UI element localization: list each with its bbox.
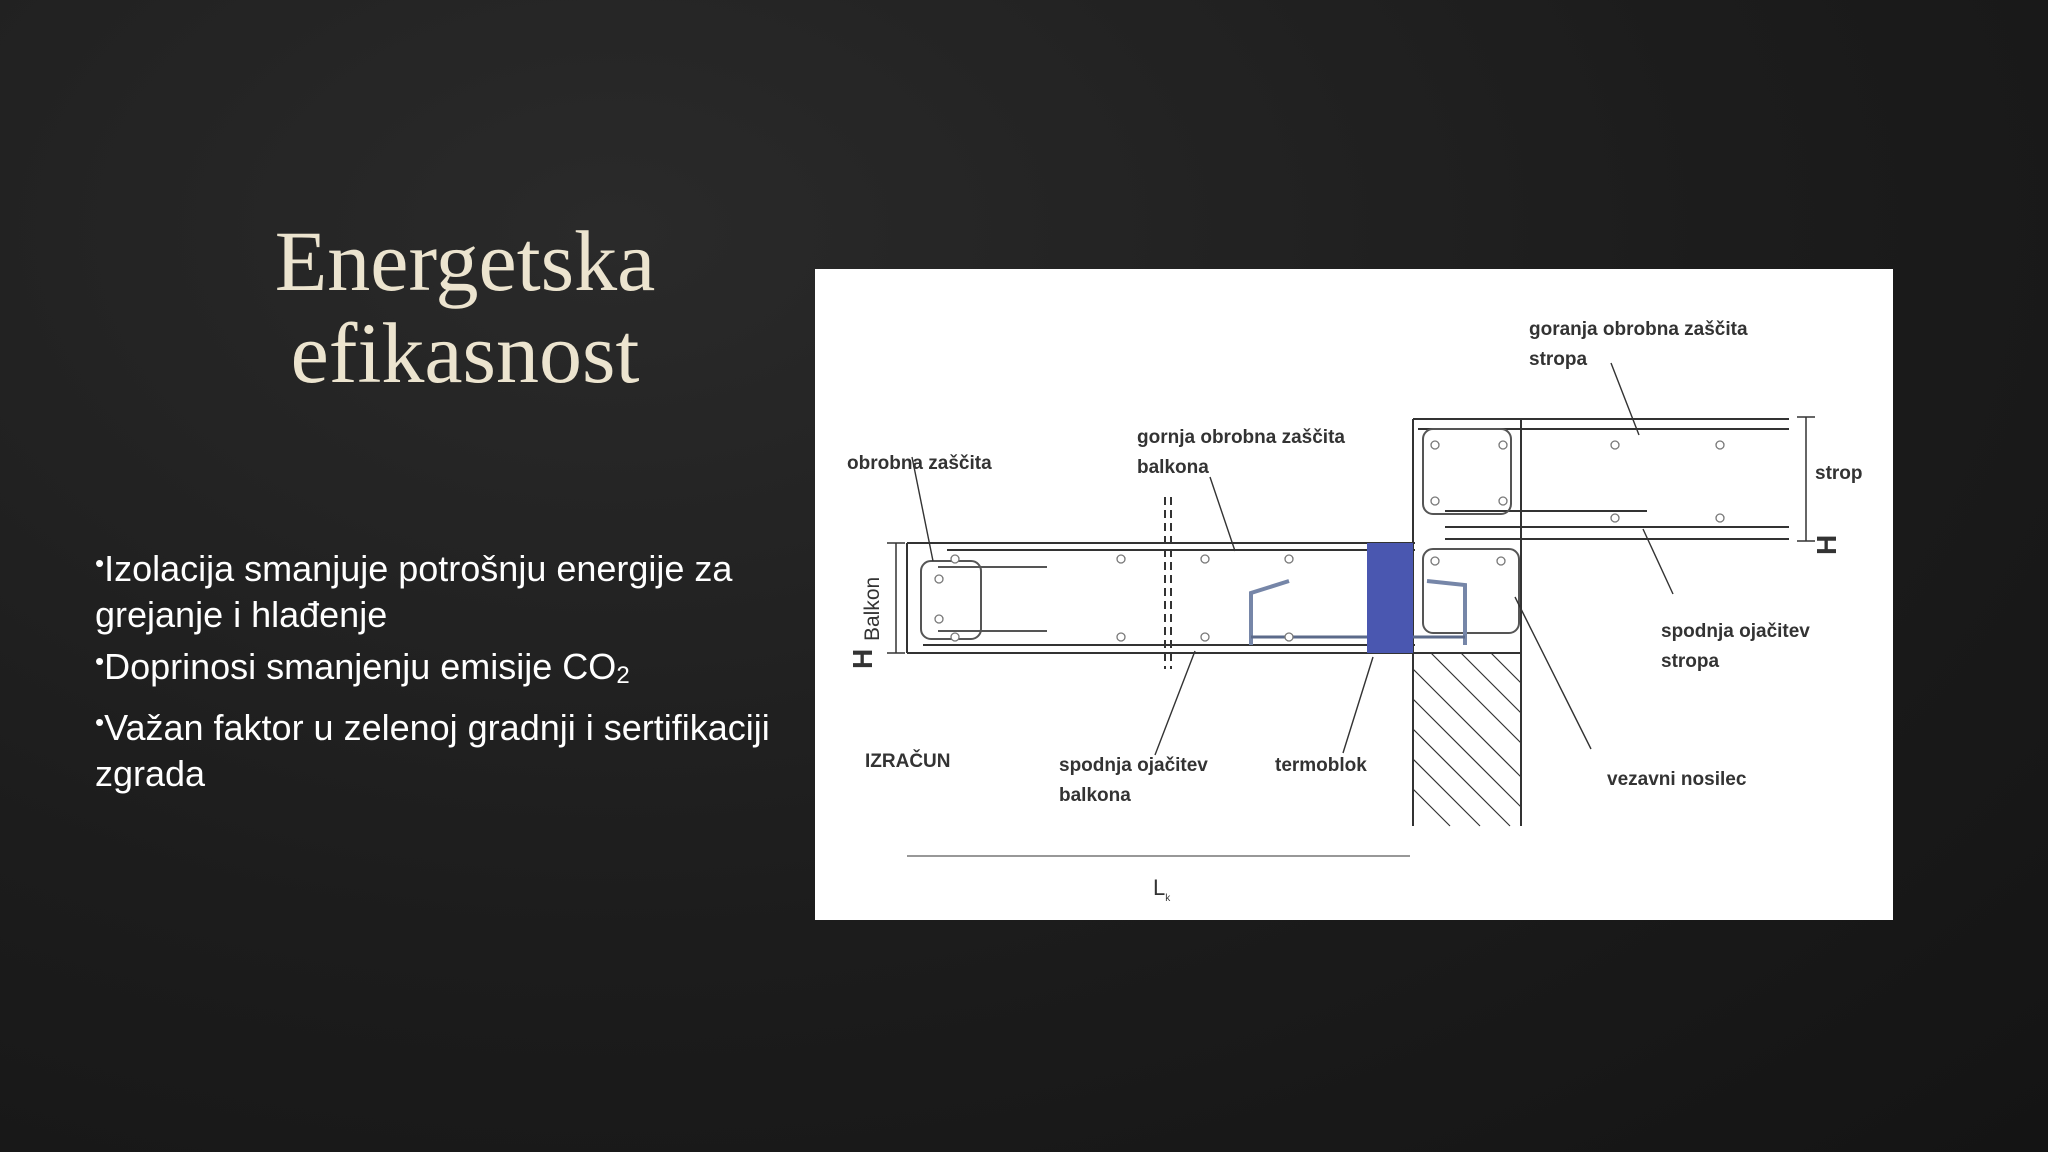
wall-outline [1413,653,1521,826]
termoblok-rebar-right [1427,581,1465,645]
slide-title [210,215,720,399]
strop-dimension [1797,417,1815,541]
label-vezavni: vezavni nosilec [1607,769,1747,790]
bullet-item [95,540,775,638]
label-izracun: IZRAČUN [865,751,951,772]
label-goranja-1: goranja obrobna zaščita [1529,319,1748,340]
ceiling-lower-rebar [1445,527,1789,539]
leader-spodnja-balkona [1155,651,1195,755]
label-strop: strop [1815,463,1863,484]
label-lk-main: L [1153,875,1166,900]
rebar-dots [935,441,1724,641]
leader-termoblok [1343,657,1373,753]
bullet-item [95,699,775,797]
balkon-dimension [887,543,905,653]
diagram-svg [815,269,1893,920]
leader-gornja [1210,477,1235,551]
balcony-diagram [815,269,1893,920]
bullet-list [95,540,775,797]
label-obrobna: obrobna zaščita [847,453,992,474]
label-gornja-2: balkona [1137,457,1209,478]
balcony-stirrup [921,561,981,639]
label-lk-sub: k [1165,893,1171,904]
bullet-dot-icon: • [95,548,105,578]
label-spodnja-stropa-1: spodnja ojačitev [1661,621,1810,642]
break-line [1165,497,1171,669]
bullet-text: Doprinosi smanjenju emisije CO [104,646,617,687]
bullet-dot-icon: • [95,646,105,676]
label-spodnja-stropa-2: stropa [1661,651,1720,672]
label-termoblok: termoblok [1275,755,1367,776]
label-balkon: Balkon [861,576,884,641]
leader-vezavni [1515,597,1591,749]
bullet-dot-icon: • [95,707,105,737]
bullet-subscript: 2 [616,662,630,689]
label-goranja-2: stropa [1529,349,1588,370]
termoblok-block [1367,543,1413,653]
bullet-text: Važan faktor u zelenoj gradnji i sertifikaciji zgrada [95,707,770,794]
label-h-right: H [1811,534,1842,555]
label-h-left: H [847,648,878,669]
bullet-text: Izolacija smanjuje potrošnju energije za grejanje i hlađenje [95,548,733,635]
termoblok-rebar-left [1251,581,1289,645]
leader-goranja [1611,363,1639,435]
label-spodnja-balkona-2: balkona [1059,785,1131,806]
label-spodnja-balkona-1: spodnja ojačitev [1059,755,1208,776]
label-lk [1153,875,1171,904]
balcony-stirrup-bar [938,567,1047,631]
title-line-1: Energetska [274,213,656,309]
title-line-2: efikasnost [290,305,640,401]
wall-hatch [1413,653,1521,826]
bullet-item [95,638,775,699]
label-gornja-1: gornja obrobna zaščita [1137,427,1345,448]
